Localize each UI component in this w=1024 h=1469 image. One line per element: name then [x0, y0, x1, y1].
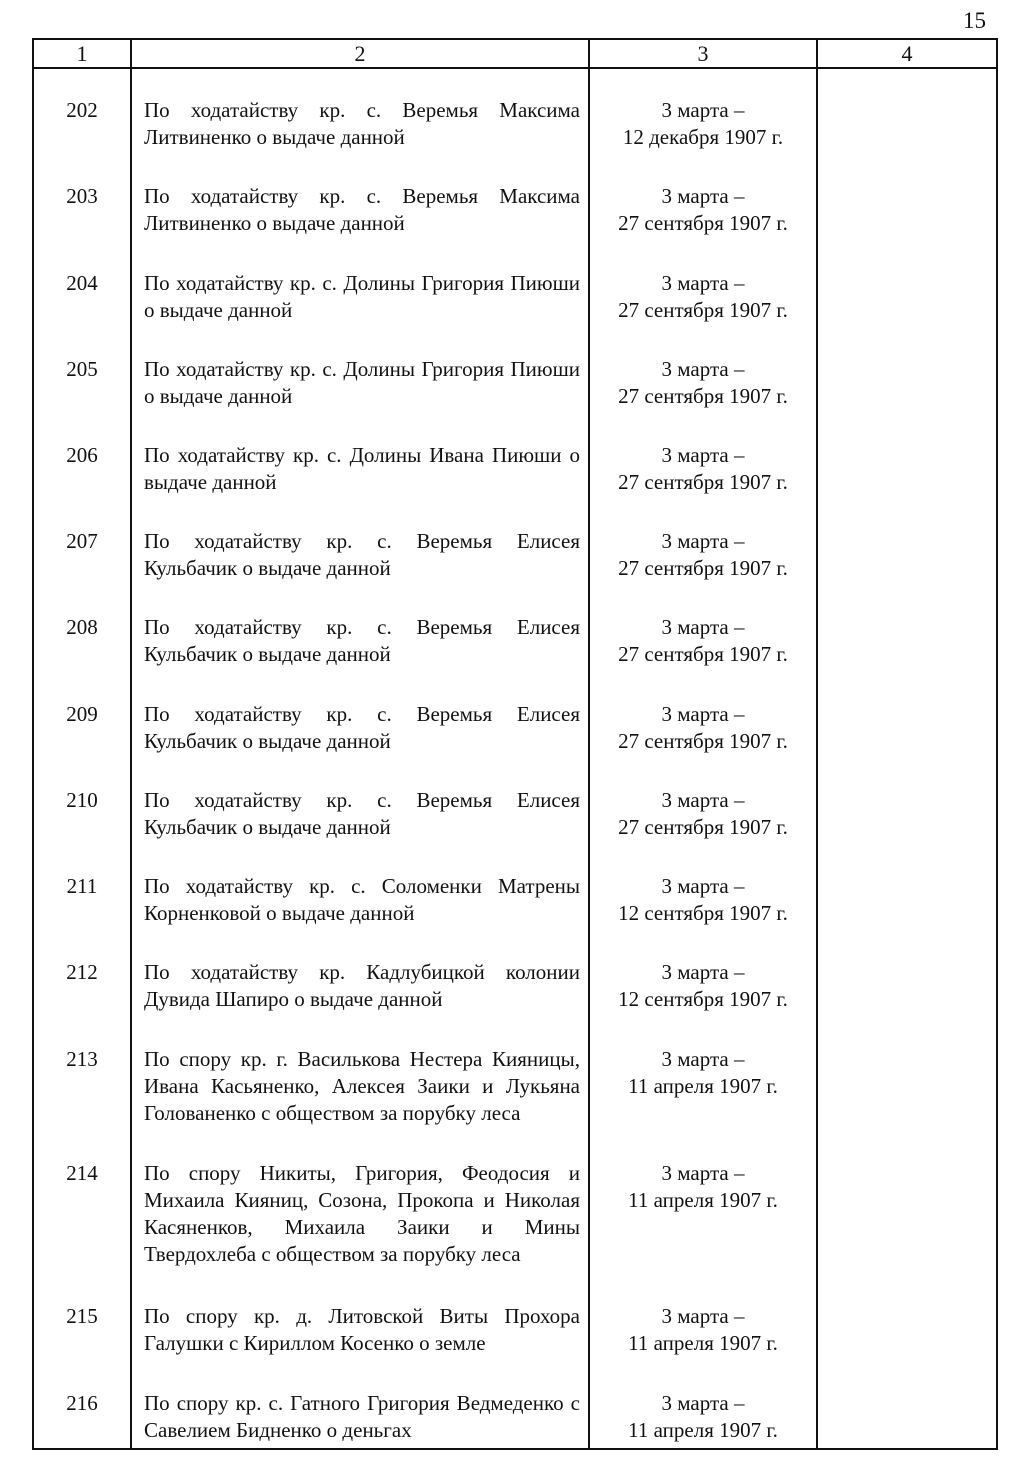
date-end: 27 сентября 1907 г.: [618, 383, 788, 408]
date-start: 3 марта –: [661, 1390, 745, 1415]
table-header: [33, 39, 997, 68]
case-number: 213: [33, 1018, 131, 1133]
case-note: [817, 1362, 997, 1448]
filler-cell: [817, 1448, 997, 1449]
case-note: [817, 759, 997, 845]
case-note: [817, 673, 997, 759]
date-end: 12 сентября 1907 г.: [618, 987, 788, 1012]
table-row: [33, 759, 997, 845]
case-number: 215: [33, 1275, 131, 1361]
case-note: [817, 586, 997, 672]
case-title: По спору кр. с. Гатного Григория Ведмеденко с Савелием Бидненко о деньгах: [131, 1362, 589, 1448]
page-number: 15: [963, 8, 986, 33]
case-dates: [589, 1362, 817, 1448]
table-row: [33, 845, 997, 931]
case-number: 216: [33, 1362, 131, 1448]
date-start: 3 марта –: [661, 270, 745, 295]
date-end: 11 апреля 1907 г.: [628, 1331, 778, 1356]
case-note: [817, 1132, 997, 1275]
case-note: [817, 845, 997, 931]
case-title: По спору кр. д. Литовской Виты Прохора Галушки с Кириллом Косенко о земле: [131, 1275, 589, 1361]
case-dates: [589, 586, 817, 672]
case-title: По ходатайству кр. с. Веремья Елисея Кульбачик о выдаче данной: [131, 586, 589, 672]
case-dates: [589, 845, 817, 931]
filler-cell: [589, 1448, 817, 1449]
case-number: 214: [33, 1132, 131, 1275]
case-title: По ходатайству кр. Кадлубицкой колонии Дувида Шапиро о выдаче данной: [131, 931, 589, 1017]
case-title: По ходатайству кр. с. Веремья Елисея Кульбачик о выдаче данной: [131, 673, 589, 759]
case-dates: [589, 1275, 817, 1361]
case-note: [817, 1018, 997, 1133]
case-title: По ходатайству кр. с. Долины Григория Пиюши о выдаче данной: [131, 242, 589, 328]
table-row: [33, 1362, 997, 1448]
table-row: [33, 328, 997, 414]
column-header-4: 4: [817, 39, 997, 68]
case-dates: [589, 155, 817, 241]
date-start: 3 марта –: [661, 184, 745, 209]
date-end: 27 сентября 1907 г.: [618, 297, 788, 322]
case-title: По ходатайству кр. с. Соломенки Матрены Корненковой о выдаче данной: [131, 845, 589, 931]
date-start: 3 марта –: [661, 1046, 745, 1071]
date-end: 11 апреля 1907 г.: [628, 1188, 778, 1213]
case-title: По ходатайству кр. с. Веремья Елисея Кульбачик о выдаче данной: [131, 759, 589, 845]
case-note: [817, 500, 997, 586]
table-row: [33, 500, 997, 586]
filler-cell: [33, 1448, 131, 1449]
table-row: [33, 68, 997, 155]
date-start: 3 марта –: [661, 1161, 745, 1186]
case-dates: [589, 1132, 817, 1275]
date-end: 12 декабря 1907 г.: [622, 125, 784, 149]
date-end: 27 сентября 1907 г.: [618, 470, 788, 494]
case-note: [817, 414, 997, 500]
date-start: 3 марта –: [661, 529, 745, 554]
date-end: 27 сентября 1907 г.: [618, 642, 788, 667]
case-title: По ходатайству кр. с. Веремья Елисея Кульбачик о выдаче данной: [131, 500, 589, 586]
case-title: По спору кр. г. Василькова Нестера Кияницы, Ивана Касьяненко, Алексея Заики и Лукьяна Голованенко с обществом за порубку леса: [131, 1018, 589, 1133]
case-number: 202: [33, 68, 131, 155]
case-title: По ходатайству кр. с. Веремья Максима Литвиненко о выдаче данной: [131, 68, 589, 155]
table-row: [33, 586, 997, 672]
column-header-1: 1: [33, 39, 131, 68]
date-end: 12 сентября 1907 г.: [618, 901, 788, 926]
case-note: [817, 242, 997, 328]
table-row: [33, 242, 997, 328]
date-end: 27 сентября 1907 г.: [618, 814, 788, 839]
header-row: [33, 39, 997, 68]
case-number: 207: [33, 500, 131, 586]
case-dates: [589, 759, 817, 845]
table-body: [33, 68, 997, 1449]
case-title: По ходатайству кр. с. Долины Ивана Пиюши о выдаче данной: [131, 414, 589, 500]
date-end: 27 сентября 1907 г.: [618, 728, 788, 753]
case-title: По ходатайству кр. с. Долины Григория Пиюши о выдаче данной: [131, 328, 589, 414]
case-number: 205: [33, 328, 131, 414]
case-note: [817, 1275, 997, 1361]
date-end: 27 сентября 1907 г.: [618, 556, 788, 581]
case-dates: [589, 414, 817, 500]
case-number: 208: [33, 586, 131, 672]
case-note: [817, 68, 997, 155]
table-row: [33, 673, 997, 759]
case-number: 204: [33, 242, 131, 328]
table-row: [33, 1132, 997, 1275]
table-row: [33, 1275, 997, 1361]
case-title: По спору Никиты, Григория, Феодосия и Михаила Кияниц, Созона, Прокопа и Николая Касяненков, Михаила Заики и Мины Твердохлеба с обществом за порубку леса: [131, 1132, 589, 1275]
case-dates: [589, 328, 817, 414]
case-note: [817, 328, 997, 414]
case-title: По ходатайству кр. с. Веремья Максима Литвиненко о выдаче данной: [131, 155, 589, 241]
case-number: 203: [33, 155, 131, 241]
date-start: 3 марта –: [661, 787, 745, 812]
date-start: 3 марта –: [661, 960, 745, 985]
case-number: 211: [33, 845, 131, 931]
case-number: 209: [33, 673, 131, 759]
date-start: 3 марта –: [661, 98, 745, 122]
table-row: [33, 155, 997, 241]
case-dates: [589, 931, 817, 1017]
case-dates: [589, 673, 817, 759]
date-start: 3 марта –: [661, 701, 745, 726]
date-start: 3 марта –: [661, 356, 745, 381]
table-row: [33, 931, 997, 1017]
date-end: 27 сентября 1907 г.: [618, 211, 788, 236]
case-number: 210: [33, 759, 131, 845]
case-number: 206: [33, 414, 131, 500]
date-start: 3 марта –: [661, 874, 745, 899]
filler-cell: [131, 1448, 589, 1449]
date-end: 11 апреля 1907 г.: [628, 1417, 778, 1442]
case-register-table: [32, 38, 998, 1450]
case-dates: [589, 1018, 817, 1133]
case-note: [817, 155, 997, 241]
date-start: 3 марта –: [661, 615, 745, 640]
table-row: [33, 1018, 997, 1133]
case-number: 212: [33, 931, 131, 1017]
case-dates: [589, 500, 817, 586]
case-note: [817, 931, 997, 1017]
date-end: 11 апреля 1907 г.: [628, 1073, 778, 1098]
column-header-2: 2: [131, 39, 589, 68]
date-start: 3 марта –: [661, 1304, 745, 1329]
filler-row: [33, 1448, 997, 1449]
date-start: 3 марта –: [661, 443, 745, 467]
column-header-3: 3: [589, 39, 817, 68]
table-row: [33, 414, 997, 500]
case-dates: [589, 242, 817, 328]
case-dates: [589, 68, 817, 155]
